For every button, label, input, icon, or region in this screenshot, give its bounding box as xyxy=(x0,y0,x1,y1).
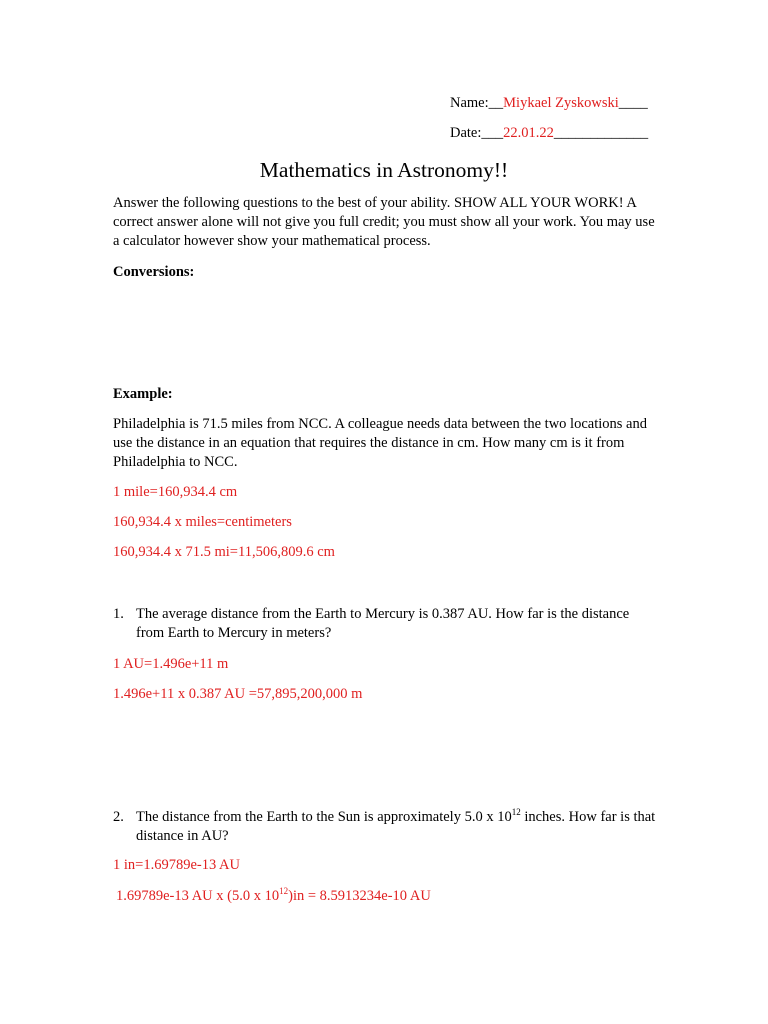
example-answer-2: 160,934.4 x miles=centimeters xyxy=(113,514,292,530)
name-line xyxy=(450,94,648,113)
date-underline-post: _____________ xyxy=(553,125,649,141)
name-label: Name: xyxy=(450,95,489,111)
question-2-text-post: inches. How far is that distance in AU? xyxy=(136,809,656,844)
name-underline-pre: __ xyxy=(488,95,504,111)
q1-answer-2: 1.496e+11 x 0.387 AU =57,895,200,000 m xyxy=(113,686,363,702)
instructions: Answer the following questions to the best of your ability. SHOW ALL YOUR WORK! A correct answer alone will not give you full credit; you must show all your work. You may use a calculator however show your mathematical process. xyxy=(113,195,655,249)
student-name: Miykael Zyskowski xyxy=(503,95,619,111)
date-underline-pre: ___ xyxy=(481,125,504,141)
date-value: 22.01.22 xyxy=(503,125,554,141)
conversions-heading: Conversions: xyxy=(113,264,195,280)
example-answer-3: 160,934.4 x 71.5 mi=11,506,809.6 cm xyxy=(113,544,335,560)
q2-answer-2-post: )in = 8.5913234e-10 AU xyxy=(288,888,431,904)
question-1-number: 1. xyxy=(113,606,124,622)
example-answer-1: 1 mile=160,934.4 cm xyxy=(113,484,238,500)
q2-answer-2 xyxy=(116,887,661,906)
question-2-text xyxy=(136,808,658,846)
name-underline-post: ____ xyxy=(618,95,648,111)
question-2-text-pre: The distance from the Earth to the Sun is approximately 5.0 x 10 xyxy=(136,809,512,825)
example-text: Philadelphia is 71.5 miles from NCC. A colleague needs data between the two locations and use the distance in an equation that requires the distance in cm. How many cm is it from Philadelphia to NCC. xyxy=(113,416,647,470)
date-label: Date: xyxy=(450,125,482,141)
question-2-exponent: 12 xyxy=(511,807,521,817)
q2-answer-2-pre: 1.69789e-13 AU x (5.0 x 10 xyxy=(116,888,280,904)
q2-answer-1: 1 in=1.69789e-13 AU xyxy=(113,857,240,873)
question-2-number: 2. xyxy=(113,809,124,825)
q2-answer-2-exponent: 12 xyxy=(279,886,289,896)
question-1-text: The average distance from the Earth to Mercury is 0.387 AU. How far is the distance from Earth to Mercury in meters? xyxy=(136,606,630,641)
date-line xyxy=(450,124,648,143)
q1-answer-1: 1 AU=1.496e+11 m xyxy=(113,656,229,672)
page-title: Mathematics in Astronomy!! xyxy=(259,158,509,182)
example-heading: Example: xyxy=(113,386,173,402)
